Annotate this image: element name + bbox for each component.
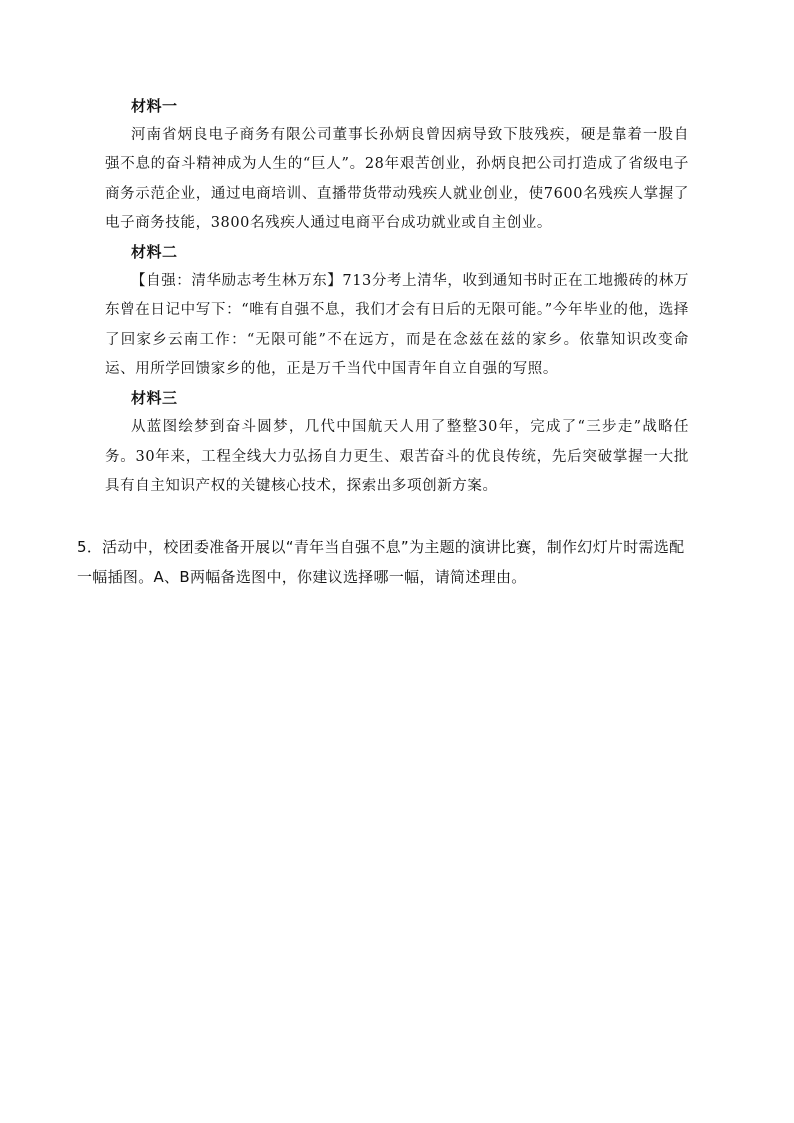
material-3-heading: 材料三 — [131, 389, 178, 408]
material-1-heading: 材料一 — [131, 97, 178, 115]
material-2-paragraph: 【自强：清华励志考生林万东】713分考上清华，收到通知书时正在工地搬砖的林万东曾在日记中写下：“唯有自强不息，我们才会有日后的无限可能。”今年毕业的他，选择了回家乡云南工作：“无限可能”不在远方，而是在念兹在兹的家乡。依靠知识改变命运、用所学回馈家乡的他，正是万千当代中国青年自立自强的写照。 — [105, 273, 689, 378]
question-5: 5．活动中，校团委准备开展以“青年当自强不息”为主题的演讲比赛，制作幻灯片时需选配一幅插图。A、B两幅备选图中，你建议选择哪一幅，请简述理由。 — [77, 538, 685, 586]
material-1-paragraph: 河南省炳良电子商务有限公司董事长孙炳良曾因病导致下肢残疾，硬是靠着一股自强不息的奋斗精神成为人生的“巨人”。28年艰苦创业，孙炳良把公司打造成了省级电子商务示范企业，通过电商培训、直播带货带动残疾人就业创业，使7600名残疾人掌握了电子商务技能，3800名残疾人通过电商平台成功就业或自主创业。 — [105, 127, 689, 231]
material-3-paragraph: 从蓝图绘梦到奋斗圆梦，几代中国航天人用了整整30年，完成了“三步走”战略任务。30年来，工程全线大力弘扬自力更生、艰苦奋斗的优良传统，先后突破掌握一大批具有自主知识产权的关键核心技术，探索出多项创新方案。 — [105, 419, 689, 494]
material-2-heading: 材料二 — [131, 243, 178, 262]
materials-section — [105, 92, 689, 501]
